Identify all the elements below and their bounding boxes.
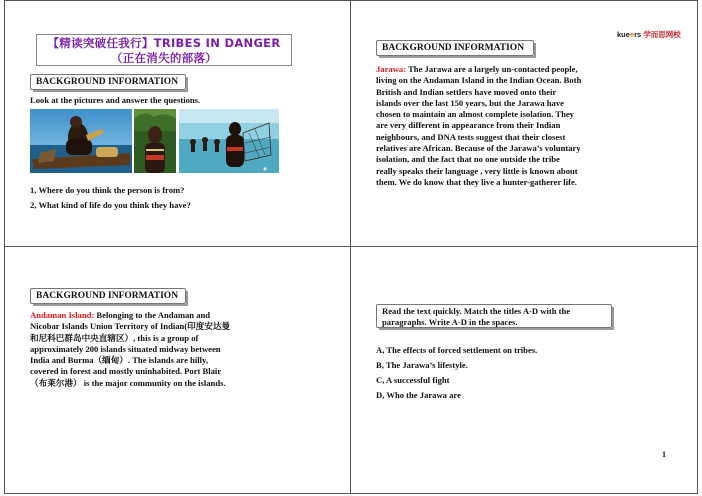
photo-tribesman-forest — [134, 109, 176, 173]
list-item: D, Who the Jarawa are — [376, 390, 461, 400]
list-item: A, The effects of forced settlement on tribes. — [376, 345, 538, 355]
divider-vertical — [350, 0, 351, 494]
photo-tribesman-boat — [30, 109, 132, 173]
background-info-label: BACKGROUND INFORMATION — [376, 40, 534, 56]
kueers-logo: kueers 学而思网校 — [617, 30, 681, 39]
andaman-term: Andaman Island: — [30, 310, 95, 320]
title-options-list — [376, 345, 537, 405]
slide-1-title — [36, 34, 292, 66]
instruction-text: Look at the pictures and answer the questions. — [30, 95, 201, 105]
jarawa-term: Jarawa: — [376, 64, 407, 74]
title-line-2: （正在消失的部落） — [110, 51, 218, 65]
background-info-label: BACKGROUND INFORMATION — [30, 74, 186, 90]
background-info-label: BACKGROUND INFORMATION — [30, 288, 186, 304]
page-number: 1 — [662, 450, 666, 459]
photo-tribe-by-sea — [179, 109, 279, 173]
question-1: 1, Where do you think the person is from? — [30, 185, 185, 195]
reading-instruction-box: Read the text quickly. Match the titles A-D with the paragraphs. Write A-D in the spaces. — [376, 304, 612, 328]
jarawa-paragraph: Jarawa: The Jarawa are a largely un-contacted people, living on the Andaman Island in the Indian Ocean. Both British and Indian settlers have moved onto their islands over the last 150 years, but the Jarawa have chosen to maintain an almost complete isolation. They are very different in appearance from their Indian neighbours, and DNA tests suggest that their closest relatives are African. Because of the Jarawa’s voluntary isolation, and the fact that no one outside the tribe really speaks their language , very little is known about them. We do know that they live a hunter-gatherer life. — [376, 64, 582, 187]
andaman-paragraph: Andaman Island: Belonging to the Andaman and Nicobar Islands Union Territory of Indian(印度安达曼 和尼科巴群岛中央直辖区）, this is a group of approximately 200 islands situated midway between India and Burma（缅甸）. The islands are hilly, covered in forest and mostly uninhabited. Port Blair （布莱尔港） is the major community on the islands. — [30, 310, 231, 388]
title-line-1: 【精读突破任我行】TRIBES IN DANGER — [47, 36, 281, 50]
divider-horizontal — [4, 246, 698, 247]
list-item: C, A successful fight — [376, 375, 450, 385]
question-2: 2, What kind of life do you think they have? — [30, 200, 191, 210]
list-item: B, The Jarawa’s lifestyle. — [376, 360, 468, 370]
svg-text:◉: ◉ — [263, 167, 267, 172]
